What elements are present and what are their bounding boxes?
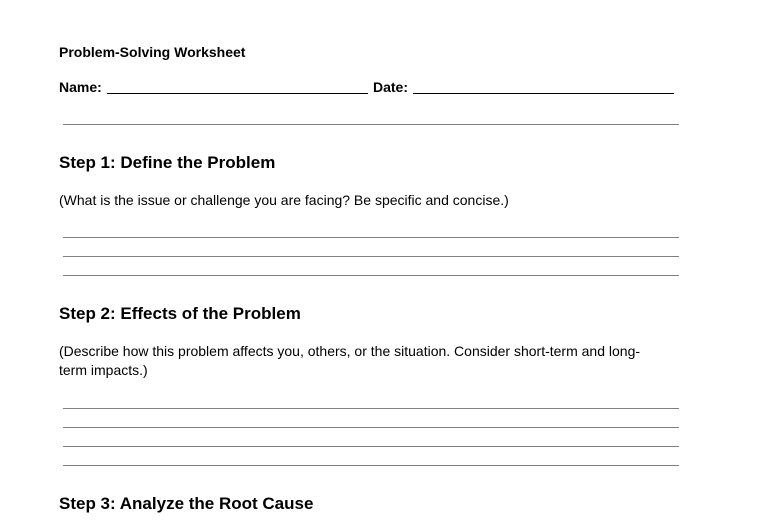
step-2-prompt: (Describe how this problem affects you, others, or the situation. Consider short-term and long-term impacts.)	[59, 343, 641, 378]
name-blank-line[interactable]	[107, 93, 368, 94]
step-1-heading: Step 1: Define the Problem	[59, 153, 276, 172]
date-label: Date:	[373, 79, 409, 95]
step-1-answer-line[interactable]	[63, 275, 679, 276]
step-2-answer-line[interactable]	[63, 446, 679, 447]
name-date-row	[59, 79, 679, 97]
step-1-answer-line[interactable]	[63, 256, 679, 257]
step-1-answer-line[interactable]	[63, 237, 679, 238]
step-2-answer-line[interactable]	[63, 408, 679, 409]
step-2-answer-line[interactable]	[63, 465, 679, 466]
step-3-heading: Step 3: Analyze the Root Cause	[59, 494, 314, 513]
step-1-prompt: (What is the issue or challenge you are facing? Be specific and concise.)	[59, 192, 509, 208]
header-divider-line	[63, 124, 679, 125]
date-blank-line[interactable]	[413, 93, 674, 94]
step-2-answer-line[interactable]	[63, 427, 679, 428]
name-label: Name:	[59, 79, 102, 95]
worksheet-title: Problem-Solving Worksheet	[59, 44, 246, 60]
step-2-heading: Step 2: Effects of the Problem	[59, 304, 301, 323]
